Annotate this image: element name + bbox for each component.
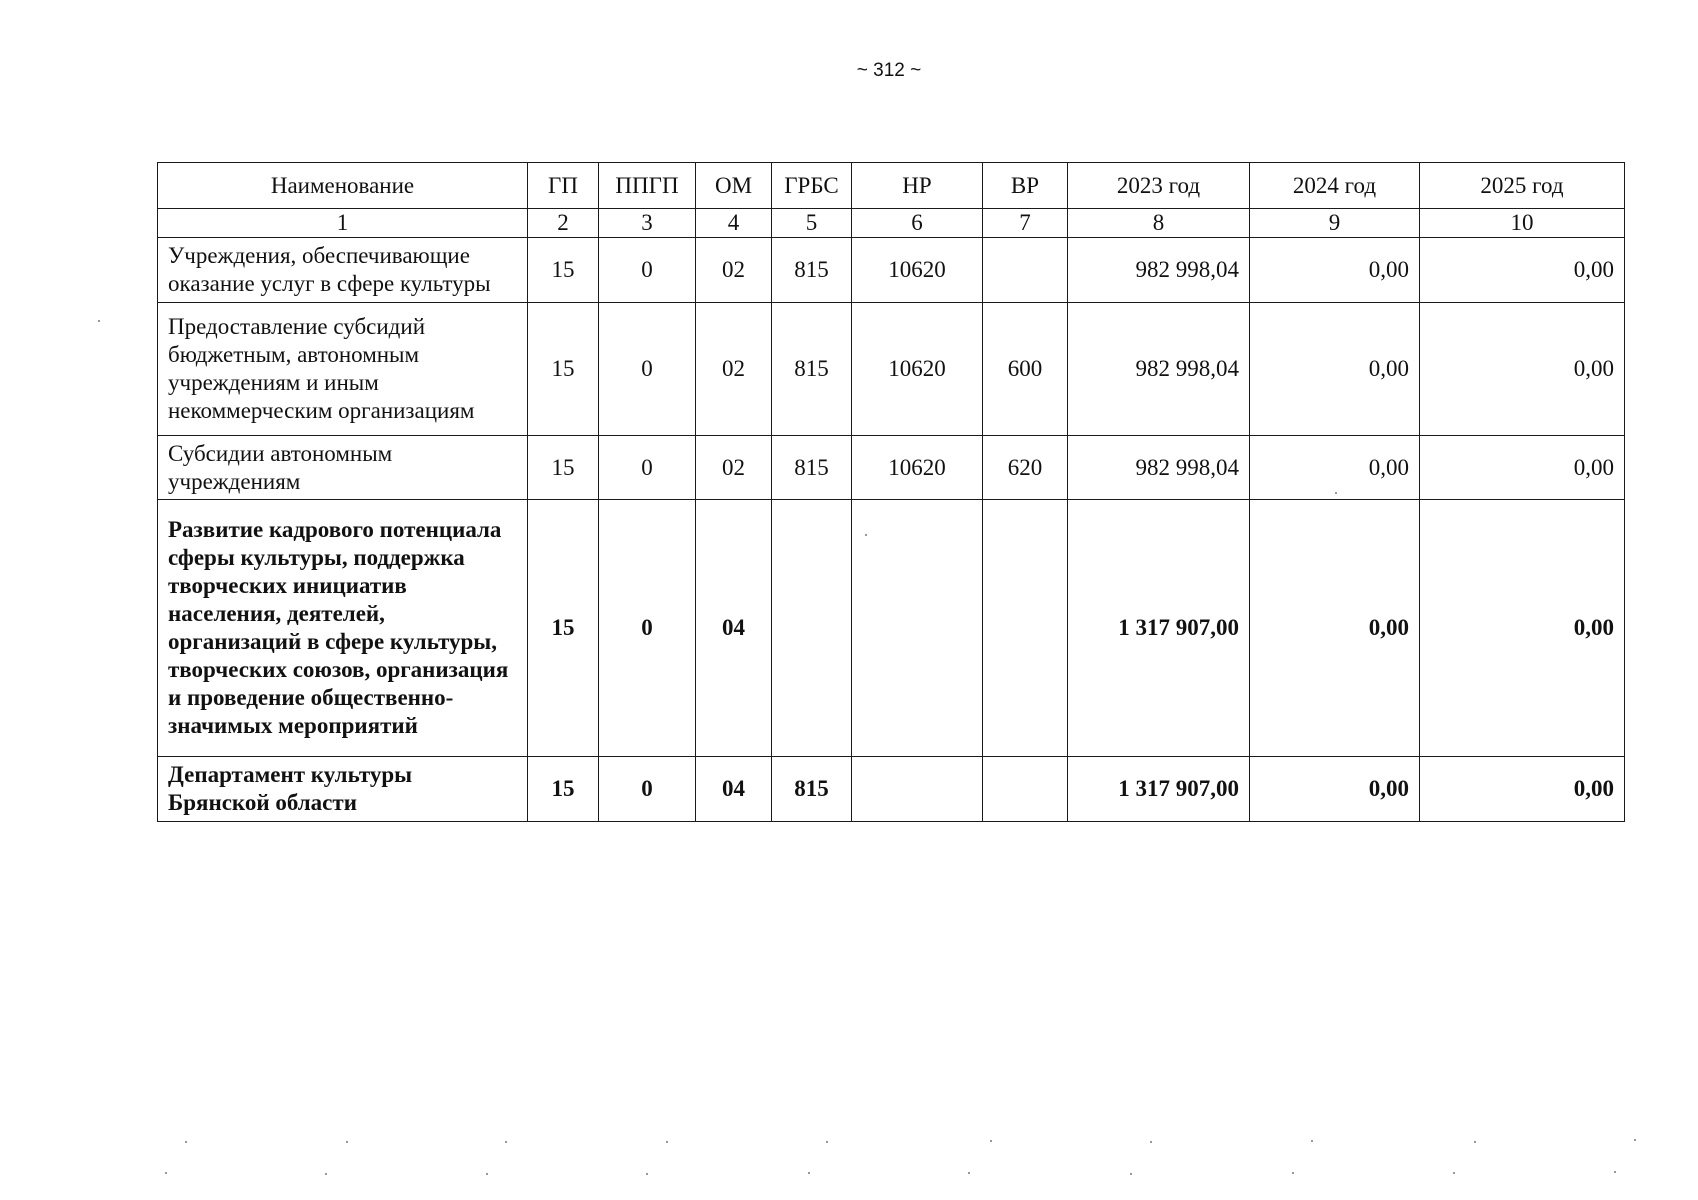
- row-ppgp: 0: [599, 303, 696, 436]
- table-row: [158, 500, 1625, 757]
- scan-dot: [185, 1141, 187, 1143]
- row-vr: 620: [983, 436, 1068, 500]
- row-2025: 0,00: [1420, 238, 1625, 303]
- column-number: 3: [599, 209, 696, 238]
- row-name: Предоставление субсидий бюджетным, автономным учреждениям и иным некоммерческим организациям: [158, 303, 528, 436]
- row-gp: 15: [528, 500, 599, 757]
- row-om: 02: [696, 238, 772, 303]
- row-grbs: 815: [772, 757, 852, 822]
- row-2025: 0,00: [1420, 436, 1625, 500]
- row-grbs: 815: [772, 436, 852, 500]
- table-row: [158, 238, 1625, 303]
- row-gp: 15: [528, 436, 599, 500]
- column-number: 1: [158, 209, 528, 238]
- scan-dot: [1453, 1172, 1455, 1174]
- row-name: Субсидии автономным учреждениям: [158, 436, 528, 500]
- row-vr: [983, 500, 1068, 757]
- scan-dot: [505, 1141, 507, 1143]
- scan-dot: [666, 1141, 668, 1143]
- row-grbs: 815: [772, 303, 852, 436]
- row-vr: [983, 238, 1068, 303]
- row-om: 04: [696, 757, 772, 822]
- header-grbs: ГРБС: [772, 163, 852, 209]
- row-2023: 1 317 907,00: [1068, 500, 1250, 757]
- row-nr: 10620: [852, 238, 983, 303]
- row-grbs: 815: [772, 238, 852, 303]
- header-om: ОМ: [696, 163, 772, 209]
- scan-dot: [1335, 492, 1337, 494]
- row-gp: 15: [528, 303, 599, 436]
- column-number-row: [158, 209, 1625, 238]
- row-ppgp: 0: [599, 500, 696, 757]
- header-2024: 2024 год: [1250, 163, 1420, 209]
- row-2025: 0,00: [1420, 500, 1625, 757]
- row-om: 02: [696, 303, 772, 436]
- row-2023: 1 317 907,00: [1068, 757, 1250, 822]
- row-2024: 0,00: [1250, 238, 1420, 303]
- table-row: [158, 303, 1625, 436]
- row-ppgp: 0: [599, 436, 696, 500]
- scan-dot: [1474, 1141, 1476, 1143]
- header-2023: 2023 год: [1068, 163, 1250, 209]
- row-gp: 15: [528, 757, 599, 822]
- table-row: [158, 757, 1625, 822]
- budget-table: [157, 162, 1625, 822]
- row-2023: 982 998,04: [1068, 238, 1250, 303]
- row-2024: 0,00: [1250, 303, 1420, 436]
- column-number: 8: [1068, 209, 1250, 238]
- scan-dot: [990, 1140, 992, 1142]
- scan-dot: [1614, 1171, 1616, 1173]
- scan-dot: [1150, 1141, 1152, 1143]
- row-ppgp: 0: [599, 757, 696, 822]
- table-row: [158, 436, 1625, 500]
- scan-dot: [826, 1141, 828, 1143]
- scan-dot: [808, 1172, 810, 1174]
- row-gp: 15: [528, 238, 599, 303]
- row-2025: 0,00: [1420, 757, 1625, 822]
- row-om: 02: [696, 436, 772, 500]
- scan-dot: [1130, 1173, 1132, 1175]
- scan-dot: [646, 1173, 648, 1175]
- scan-dot: [1292, 1172, 1294, 1174]
- scan-dot: [1311, 1140, 1313, 1142]
- scan-dot: [486, 1173, 488, 1175]
- header-ppgp: ППГП: [599, 163, 696, 209]
- header-row: [158, 163, 1625, 209]
- row-vr: 600: [983, 303, 1068, 436]
- column-number: 6: [852, 209, 983, 238]
- row-2023: 982 998,04: [1068, 436, 1250, 500]
- scan-dot: [346, 1141, 348, 1143]
- scan-dot: [865, 534, 867, 536]
- row-name: Развитие кадрового потенциала сферы культуры, поддержка творческих инициатив населения, деятелей, организаций в сфере культуры, творческих союзов, организация и проведение общественно-значимых мероприятий: [158, 500, 528, 757]
- row-2023: 982 998,04: [1068, 303, 1250, 436]
- row-name: Учреждения, обеспечивающие оказание услуг в сфере культуры: [158, 238, 528, 303]
- row-2024: 0,00: [1250, 757, 1420, 822]
- header-2025: 2025 год: [1420, 163, 1625, 209]
- row-om: 04: [696, 500, 772, 757]
- row-2025: 0,00: [1420, 303, 1625, 436]
- header-nr: НР: [852, 163, 983, 209]
- row-nr: 10620: [852, 303, 983, 436]
- column-number: 5: [772, 209, 852, 238]
- header-vr: ВР: [983, 163, 1068, 209]
- row-nr: 10620: [852, 436, 983, 500]
- row-2024: 0,00: [1250, 436, 1420, 500]
- column-number: 9: [1250, 209, 1420, 238]
- scan-dot: [325, 1173, 327, 1175]
- scan-dot: [165, 1172, 167, 1174]
- column-number: 7: [983, 209, 1068, 238]
- column-number: 4: [696, 209, 772, 238]
- row-grbs: [772, 500, 852, 757]
- row-name: Департамент культуры Брянской области: [158, 757, 528, 822]
- column-number: 10: [1420, 209, 1625, 238]
- column-number: 2: [528, 209, 599, 238]
- scan-dot: [1634, 1139, 1636, 1141]
- row-vr: [983, 757, 1068, 822]
- scan-dot: [98, 320, 100, 322]
- scan-dot: [968, 1172, 970, 1174]
- page-number: ~ 312 ~: [856, 60, 922, 81]
- row-nr: [852, 757, 983, 822]
- row-nr: [852, 500, 983, 757]
- header-gp: ГП: [528, 163, 599, 209]
- header-name: Наименование: [158, 163, 528, 209]
- row-2024: 0,00: [1250, 500, 1420, 757]
- row-ppgp: 0: [599, 238, 696, 303]
